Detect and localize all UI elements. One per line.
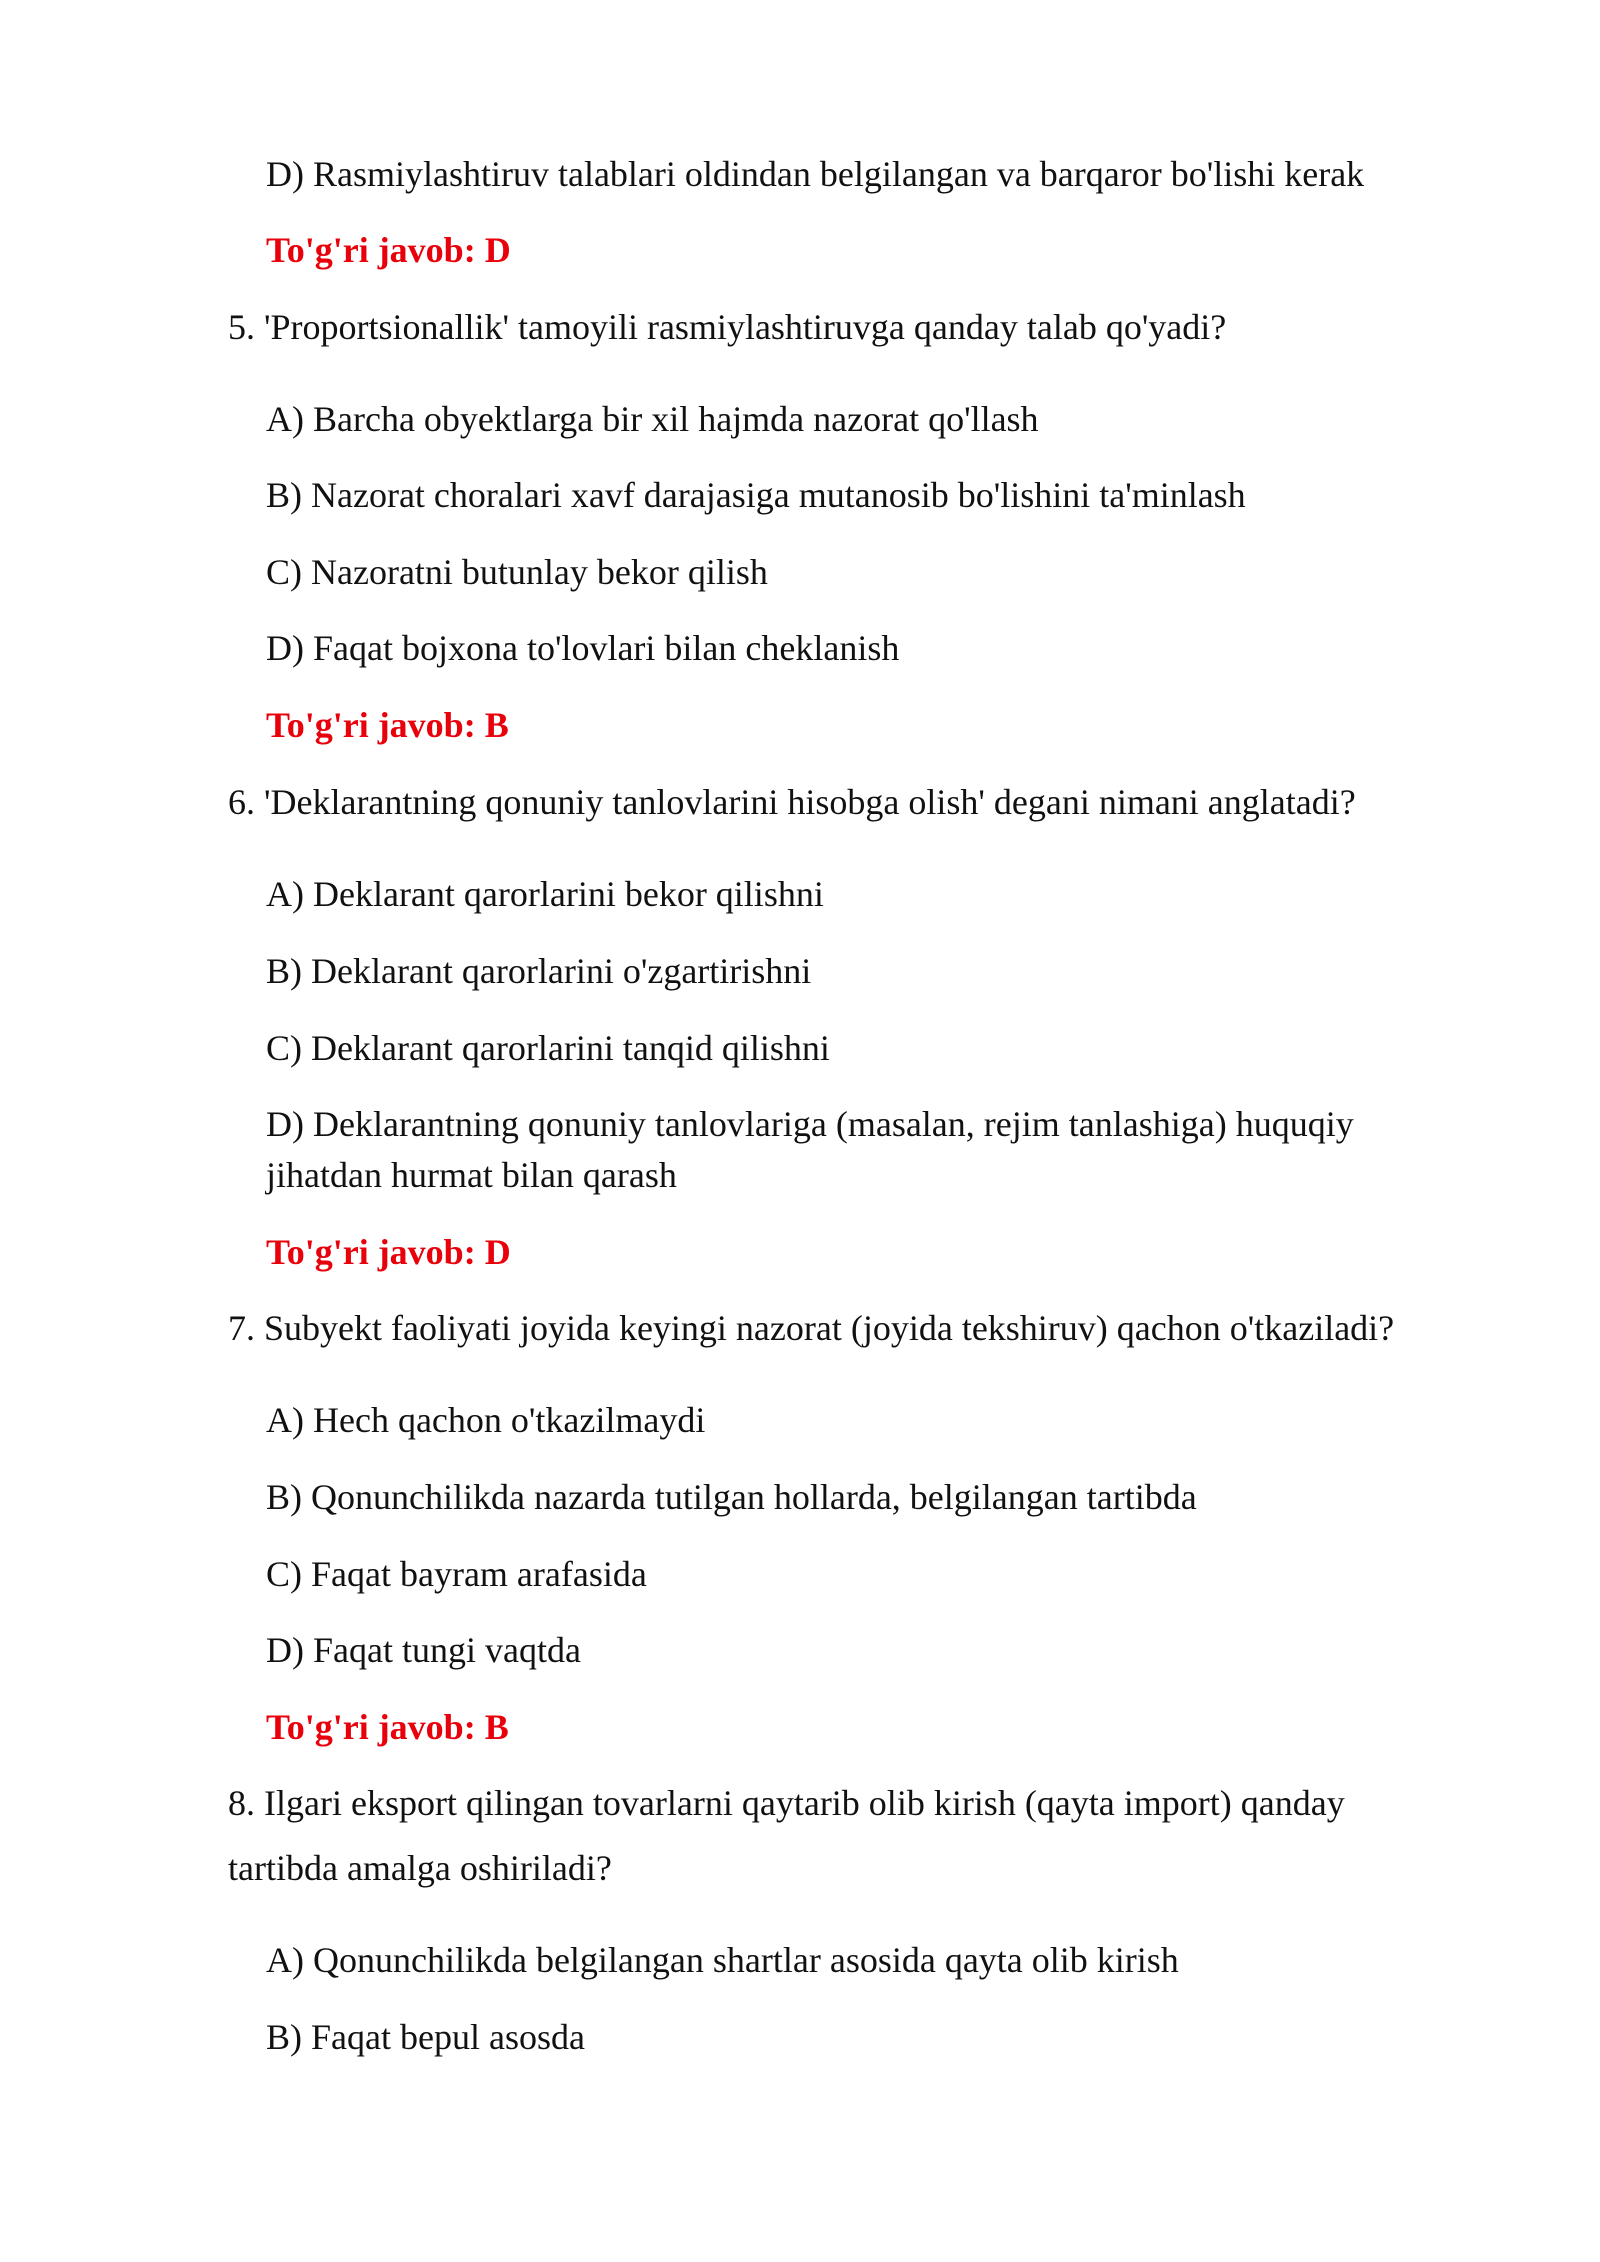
option-7d: D) Faqat tungi vaqtda xyxy=(266,1630,581,1670)
option-7c: C) Faqat bayram arafasida xyxy=(266,1554,647,1594)
answer-4: To'g'ri javob: D xyxy=(266,230,511,270)
question-6: 6. 'Deklarantning qonuniy tanlovlarini hisobga olish' degani nimani anglatadi? xyxy=(228,782,1356,822)
option-4d: D) Rasmiylashtiruv talablari oldindan belgilangan va barqaror bo'lishi kerak xyxy=(266,154,1365,194)
option-6c: C) Deklarant qarorlarini tanqid qilishni xyxy=(266,1028,830,1068)
option-6d: D) Deklarantning qonuniy tanlovlariga (masalan, rejim tanlashiga) huquqiy xyxy=(266,1104,1354,1144)
question-8: 8. Ilgari eksport qilingan tovarlarni qaytarib olib kirish (qayta import) qanday xyxy=(228,1783,1345,1823)
option-8b: B) Faqat bepul asosda xyxy=(266,2017,585,2057)
answer-7: To'g'ri javob: B xyxy=(266,1707,509,1747)
question-5: 5. 'Proportsionallik' tamoyili rasmiylashtiruvga qanday talab qo'yadi? xyxy=(228,307,1227,347)
option-5a: A) Barcha obyektlarga bir xil hajmda nazorat qo'llash xyxy=(266,399,1039,439)
option-6b: B) Deklarant qarorlarini o'zgartirishni xyxy=(266,951,812,991)
option-7a: A) Hech qachon o'tkazilmaydi xyxy=(266,1400,706,1440)
option-6a: A) Deklarant qarorlarini bekor qilishni xyxy=(266,874,824,914)
question-8-continuation: tartibda amalga oshiriladi? xyxy=(228,1848,612,1888)
option-7b: B) Qonunchilikda nazarda tutilgan hollarda, belgilangan tartibda xyxy=(266,1477,1197,1517)
answer-6: To'g'ri javob: D xyxy=(266,1232,511,1272)
answer-5: To'g'ri javob: B xyxy=(266,705,509,745)
option-5c: C) Nazoratni butunlay bekor qilish xyxy=(266,552,768,592)
option-6d-continuation: jihatdan hurmat bilan qarash xyxy=(266,1155,677,1195)
option-5b: B) Nazorat choralari xavf darajasiga mutanosib bo'lishini ta'minlash xyxy=(266,475,1246,515)
option-8a: A) Qonunchilikda belgilangan shartlar asosida qayta olib kirish xyxy=(266,1940,1179,1980)
option-5d: D) Faqat bojxona to'lovlari bilan cheklanish xyxy=(266,628,900,668)
question-7: 7. Subyekt faoliyati joyida keyingi nazorat (joyida tekshiruv) qachon o'tkaziladi? xyxy=(228,1308,1395,1348)
